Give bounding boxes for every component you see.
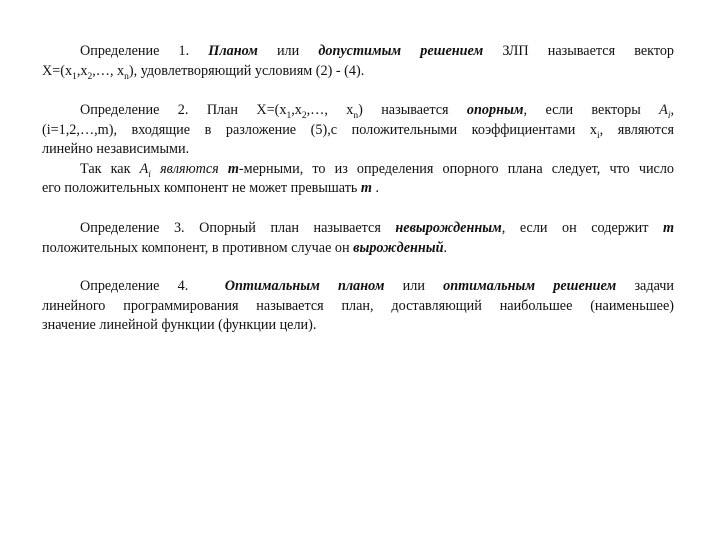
subscript: i [596,130,600,141]
definition-2-label: Определение 2. [80,102,189,118]
definition-1-conditions: ), удовлетворяющий условиям (2) - (4). [128,62,365,79]
subscript: 2 [301,110,307,121]
vector-x-dots: ,…, x [92,62,125,79]
definition-1-label: Определение 1. [80,43,190,59]
variable-m: m [360,180,372,196]
vector-a: A [659,102,668,118]
note-line-1 [42,160,674,180]
definition-2-are: , являются [599,121,674,138]
definition-3-contains: , если он содержит [501,220,649,236]
note-line-2 [42,179,674,199]
definition-1-line-2 [42,62,674,82]
subscript: 1 [72,71,77,82]
definition-3-line-2 [42,239,674,259]
definition-1 [42,42,674,81]
word-or: или [402,278,425,294]
subscript: n [124,71,129,82]
definition-4-line-1 [42,277,674,297]
subscript: n [353,110,359,121]
subscript: i [667,110,671,121]
period: . [443,239,448,256]
definition-2 [42,101,674,199]
definition-2-decomposition: (i=1,2,…,m), входящие в разложение (5),с положительными коэффициентами x [42,121,597,138]
period: . [375,180,380,196]
definition-4 [42,277,674,336]
variable-m: m [227,160,239,177]
vector-x-sep: ,x [76,62,88,79]
definition-3-otherwise: положительных компонент, в противном случае он [42,239,350,256]
subscript: i [148,169,151,180]
definition-3 [42,219,674,258]
definition-3-label: Определение 3. [80,220,185,236]
subscript: 1 [286,110,292,121]
term-optimal-plan: Оптимальным планом [224,278,385,294]
note-cannot-exceed: его положительных компонент не может превышать [42,180,358,196]
definition-4-problem: задачи [634,278,675,294]
term-optimal-solution: оптимальным решением [443,278,617,294]
note-dimensional: -мерными, то из определения опорного плана следует, что число [238,160,675,177]
term-feasible-solution: допустимым решением [318,43,484,59]
definition-2-line-1 [42,101,674,121]
subscript: 2 [87,71,93,82]
word-or: или [276,43,300,59]
definition-1-line-1 [42,42,674,62]
definition-4-label: Определение 4. [80,278,189,294]
comma: , [670,102,675,118]
note-since: Так как [80,160,131,177]
plan-x-sep: ,x [291,102,302,118]
plan-x-dots: ,…, x [306,102,354,118]
definition-2-line-2 [42,121,674,141]
definition-3-line-1 [42,219,674,239]
note-are: являются [160,160,219,177]
vector-x-open: X=(x [42,62,73,79]
term-degenerate: вырожденный [353,239,444,256]
definition-4-line-2: линейного программирования называется план, доставляющий наибольшее (наименьшее) [42,297,674,314]
definition-2-line-3: линейно независимыми. [42,141,190,157]
term-basic: опорным [466,102,524,118]
term-plan: Планом [208,43,258,59]
plan-x-open: План X=(x [206,102,287,118]
definition-2-called: ) называется [358,102,449,118]
definition-3-text: Опорный план называется [199,220,381,236]
definition-4-line-3: значение линейной функции (функции цели). [42,317,317,333]
vector-a: A [139,160,149,177]
definition-1-rest: ЗЛП называется вектор [502,43,675,59]
definition-2-if-vectors: , если векторы [523,102,641,118]
variable-m: m [662,220,675,236]
term-nondegenerate: невырожденным [395,220,502,236]
